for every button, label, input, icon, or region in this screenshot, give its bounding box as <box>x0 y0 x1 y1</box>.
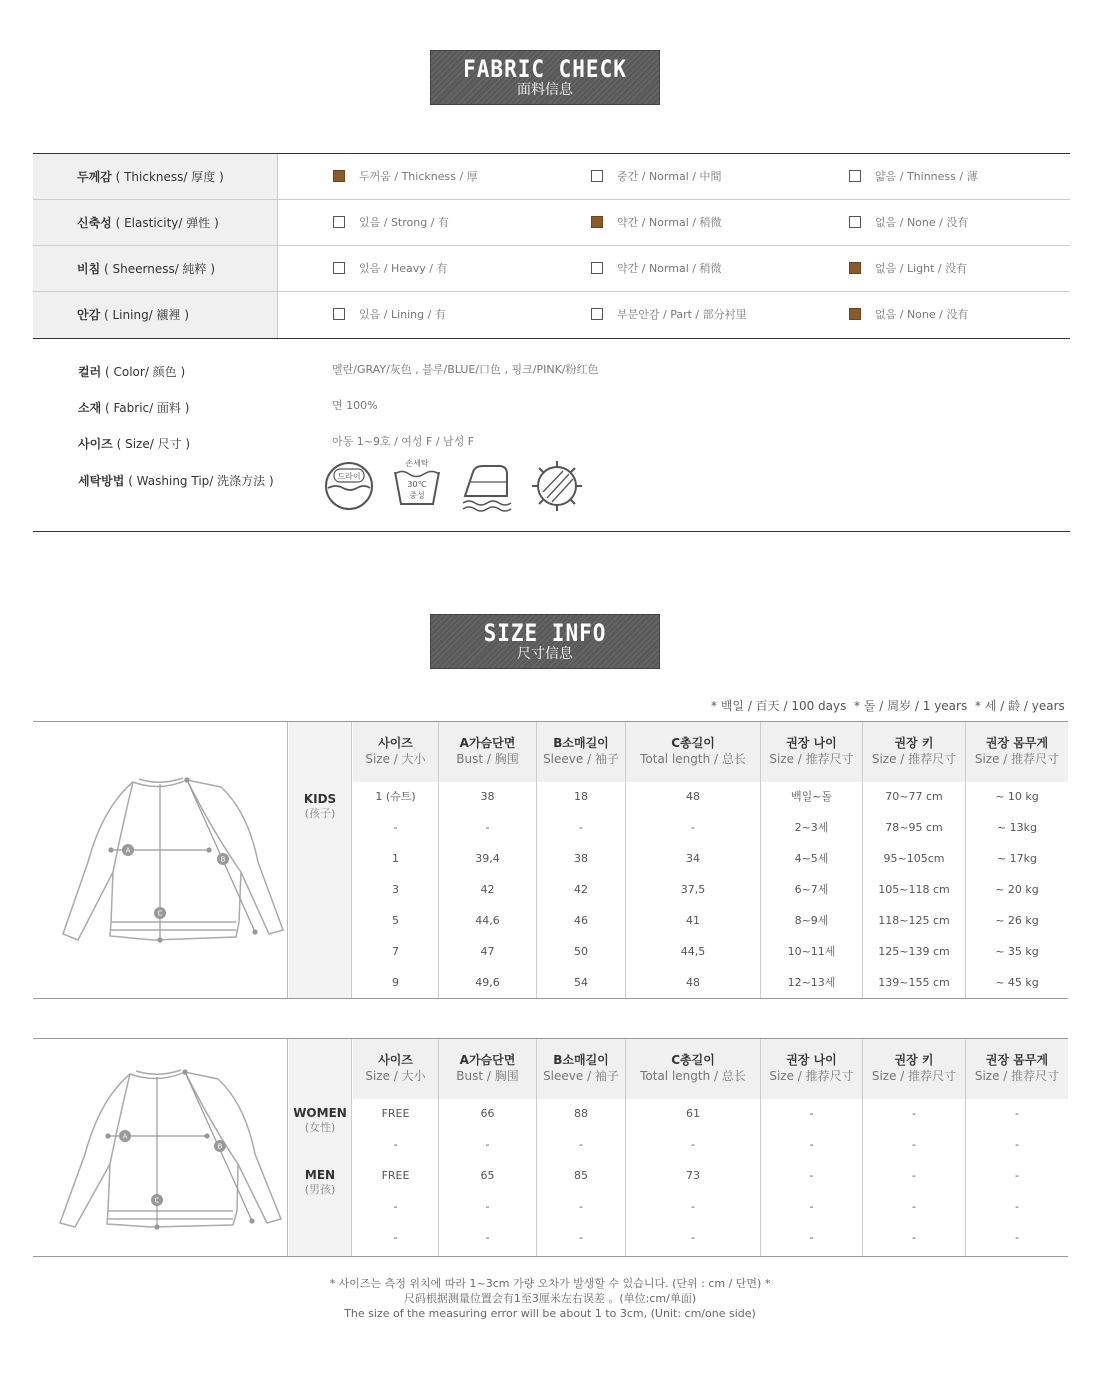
fabric-option <box>591 216 721 230</box>
svg-text:B: B <box>217 1142 223 1151</box>
column-header: 권장 나이 Size / 推荐尺寸 <box>769 1053 854 1083</box>
table-cell: - <box>1015 1138 1019 1151</box>
svg-text:C: C <box>157 909 163 918</box>
fabric-option <box>333 308 446 322</box>
table-cell: - <box>912 1231 916 1244</box>
table-cell: ~ 17kg <box>996 852 1038 865</box>
fabric-option-label: 있음 / Lining / 有 <box>359 308 446 321</box>
table-cell: - <box>691 821 695 834</box>
checkbox-empty-icon <box>333 216 345 228</box>
table-cell: - <box>691 1200 695 1213</box>
table-cell: - <box>809 1231 814 1244</box>
fabric-option-label: 있음 / Strong / 有 <box>359 216 449 229</box>
table-cell: - <box>485 821 490 834</box>
dry-clean-icon <box>323 460 375 512</box>
table-column <box>536 722 625 998</box>
footnote-english: The size of the measuring error will be about 1 to 3cm, (Unit: cm/one side) <box>344 1307 756 1320</box>
table-cell: FREE <box>381 1107 410 1120</box>
table-cell: 46 <box>574 914 588 927</box>
table-cell: 37,5 <box>680 883 706 896</box>
legend-1year: * 돌 / 周岁 / 1 years <box>854 699 968 713</box>
fabric-option <box>591 170 721 184</box>
column-header: A가슴단면 Bust / 胸围 <box>456 1053 519 1083</box>
table-cell: 48 <box>686 976 700 989</box>
checkbox-checked-icon <box>591 216 603 228</box>
table-cell: 139~155 cm <box>878 976 950 989</box>
category-women: WOMEN (女性) <box>293 1106 347 1134</box>
table-cell: 66 <box>480 1107 495 1120</box>
svg-text:30℃: 30℃ <box>407 480 427 489</box>
fabric-option-label: 얇음 / Thinness / 薄 <box>875 170 978 183</box>
category-kids: KIDS (孩子) <box>303 792 337 820</box>
kids-grid <box>353 722 1068 998</box>
table-cell: - <box>912 1107 916 1120</box>
table-cell: ~ 10 kg <box>995 790 1039 803</box>
garment-sketch <box>33 722 288 998</box>
table-cell: 3 <box>392 883 399 896</box>
table-column <box>965 1039 1068 1256</box>
legend-100days: * 백일 / 百天 / 100 days <box>711 699 847 713</box>
svg-text:A: A <box>122 1132 128 1141</box>
fabric-row <box>33 246 1070 292</box>
fabric-option-label: 없음 / None / 没有 <box>875 308 969 321</box>
table-cell: 48 <box>686 790 700 803</box>
checkbox-empty-icon <box>849 216 861 228</box>
table-cell: 5 <box>392 914 399 927</box>
checkbox-empty-icon <box>591 262 603 274</box>
table-cell: - <box>1015 1107 1019 1120</box>
column-header: 권장 나이 Size / 推荐尺寸 <box>769 736 854 766</box>
fabric-option-label: 중간 / Normal / 中間 <box>617 170 722 183</box>
table-cell: ~ 35 kg <box>995 945 1039 958</box>
table-cell: ~ 20 kg <box>995 883 1039 896</box>
fabric-row <box>33 292 1070 338</box>
table-cell: 50 <box>574 945 588 958</box>
table-cell: 34 <box>686 852 700 865</box>
fabric-label: 소재 ( Fabric/ 面料 ) <box>78 401 190 415</box>
table-column <box>760 722 862 998</box>
category-column <box>289 722 352 998</box>
table-cell: 38 <box>480 790 495 803</box>
fabric-option-label: 두꺼움 / Thickness / 厚 <box>359 170 478 183</box>
svg-text:A: A <box>125 846 131 855</box>
fabric-row <box>33 200 1070 246</box>
table-cell: 118~125 cm <box>878 914 950 927</box>
kids-size-table <box>33 721 1068 999</box>
table-cell: 78~95 cm <box>885 821 943 834</box>
washing-label: 세탁방법 ( Washing Tip/ 洗涤方法 ) <box>78 474 274 488</box>
table-cell: 73 <box>686 1169 700 1182</box>
column-header: C총길이 Total length / 总长 <box>640 1053 746 1083</box>
legend-years: * 세 / 龄 / years <box>975 699 1065 713</box>
table-column <box>438 722 536 998</box>
table-cell: 18 <box>574 790 588 803</box>
adult-grid <box>353 1039 1068 1256</box>
column-header: B소매길이 Sleeve / 袖子 <box>543 1053 619 1083</box>
fabric-row-label: 안감 ( Lining/ 襯裡 ) <box>33 292 278 338</box>
banner-title: SIZE INFO <box>483 619 607 647</box>
table-cell: 41 <box>686 914 700 927</box>
size-label: 사이즈 ( Size/ 尺寸 ) <box>78 437 191 451</box>
footnote-chinese: 尺码根据测量位置会有1至3厘米左右误差 。(单位:cm/单面) <box>403 1292 697 1305</box>
size-info-banner <box>430 614 660 669</box>
banner-title: FABRIC CHECK <box>463 55 627 83</box>
table-column <box>536 1039 625 1256</box>
fabric-row-label: 신축성 ( Elasticity/ 弹性 ) <box>33 200 278 245</box>
table-cell: 10~11세 <box>787 945 836 958</box>
fabric-option-label: 약간 / Normal / 稍微 <box>617 216 722 229</box>
column-header: 사이즈 Size / 大小 <box>365 1053 426 1083</box>
table-cell: - <box>393 1231 398 1244</box>
table-cell: - <box>809 1107 814 1120</box>
table-cell: 9 <box>392 976 399 989</box>
table-column <box>353 722 438 998</box>
table-cell: 70~77 cm <box>885 790 943 803</box>
fabric-option <box>591 308 747 322</box>
table-cell: 65 <box>480 1169 495 1182</box>
fabric-option <box>591 262 721 276</box>
table-column <box>862 1039 965 1256</box>
table-column <box>625 722 760 998</box>
fabric-option-label: 없음 / Light / 没有 <box>875 262 968 275</box>
table-cell: - <box>485 1231 490 1244</box>
column-header: 권장 몸무게 Size / 推荐尺寸 <box>974 736 1060 766</box>
svg-text:드라이: 드라이 <box>337 472 361 481</box>
fabric-option <box>333 216 449 230</box>
fabric-check-banner <box>430 50 660 105</box>
checkbox-checked-icon <box>333 170 345 182</box>
fabric-info-section <box>33 338 1070 532</box>
adult-size-table <box>33 1038 1068 1257</box>
table-column <box>965 722 1068 998</box>
table-cell: 95~105cm <box>883 852 945 865</box>
banner-subtitle: 尺寸信息 <box>517 646 573 662</box>
table-column <box>862 722 965 998</box>
fabric-option <box>849 216 968 230</box>
fabric-option-label: 있음 / Heavy / 有 <box>359 262 448 275</box>
fabric-check-table <box>33 153 1070 339</box>
table-cell: 12~13세 <box>787 976 836 989</box>
sweatshirt-diagram-icon <box>33 722 288 999</box>
table-cell: - <box>579 1231 583 1244</box>
table-cell: - <box>393 1200 398 1213</box>
svg-text:C: C <box>154 1196 160 1205</box>
table-cell: 42 <box>574 883 588 896</box>
table-cell: 61 <box>686 1107 700 1120</box>
table-cell: 1 <box>392 852 399 865</box>
table-column <box>353 1039 438 1256</box>
table-cell: - <box>912 1200 916 1213</box>
table-cell: - <box>579 1200 583 1213</box>
color-label: 컬러 ( Color/ 颜色 ) <box>78 365 186 379</box>
table-cell: - <box>912 1138 916 1151</box>
checkbox-empty-icon <box>333 308 345 320</box>
table-cell: 1 (슈트) <box>375 790 416 803</box>
fabric-value: 면 100% <box>332 399 378 412</box>
table-cell: - <box>1015 1169 1019 1182</box>
table-cell: 44,6 <box>475 914 500 927</box>
fabric-option <box>849 262 967 276</box>
checkbox-empty-icon <box>333 262 345 274</box>
table-cell: 105~118 cm <box>878 883 950 896</box>
column-header: 권장 키 Size / 推荐尺寸 <box>871 736 957 766</box>
table-cell: 85 <box>574 1169 588 1182</box>
iron-icon <box>459 458 515 514</box>
table-cell: 42 <box>480 883 495 896</box>
fabric-option <box>849 170 978 184</box>
column-header: 권장 키 Size / 推荐尺寸 <box>871 1053 957 1083</box>
fabric-option-label: 부분안감 / Part / 部分衬里 <box>617 308 747 321</box>
fabric-option <box>849 308 968 322</box>
size-value: 아동 1~9호 / 여성 F / 남성 F <box>332 435 475 448</box>
fabric-option <box>333 262 447 276</box>
fabric-option-label: 없음 / None / 没有 <box>875 216 969 229</box>
table-cell: - <box>485 1200 490 1213</box>
size-footnote <box>0 1276 1100 1321</box>
table-cell: 39,4 <box>475 852 500 865</box>
checkbox-empty-icon <box>849 170 861 182</box>
table-cell: 38 <box>574 852 588 865</box>
svg-text:B: B <box>220 855 226 864</box>
no-tumble-dry-icon <box>529 458 585 514</box>
sweatshirt-diagram-icon <box>33 1039 288 1257</box>
color-value: 멜란/GRAY/灰色 , 블루/BLUE/口色 , 핑크/PINK/粉红色 <box>332 363 599 376</box>
table-cell: - <box>809 1200 814 1213</box>
fabric-option <box>333 170 478 184</box>
category-men: MEN (男孩) <box>304 1168 336 1196</box>
svg-text:중성: 중성 <box>409 491 425 500</box>
table-cell: - <box>691 1231 695 1244</box>
table-cell: - <box>579 1138 583 1151</box>
table-cell: 44,5 <box>680 945 706 958</box>
garment-sketch <box>33 1039 288 1256</box>
column-header: C총길이 Total length / 总长 <box>640 736 746 766</box>
table-cell: 54 <box>574 976 588 989</box>
column-header: A가슴단면 Bust / 胸围 <box>456 736 519 766</box>
table-cell: FREE <box>381 1169 410 1182</box>
table-cell: 8~9세 <box>794 914 829 927</box>
table-cell: ~ 13kg <box>996 821 1038 834</box>
column-header: B소매길이 Sleeve / 袖子 <box>543 736 619 766</box>
table-cell: - <box>912 1169 916 1182</box>
table-column <box>438 1039 536 1256</box>
svg-text:손세탁: 손세탁 <box>405 459 429 468</box>
checkbox-checked-icon <box>849 308 861 320</box>
table-cell: 7 <box>392 945 399 958</box>
checkbox-empty-icon <box>591 308 603 320</box>
table-cell: - <box>809 1169 814 1182</box>
table-cell: - <box>579 821 583 834</box>
table-cell: - <box>393 821 398 834</box>
column-header: 권장 몸무게 Size / 推荐尺寸 <box>974 1053 1060 1083</box>
table-cell: 125~139 cm <box>878 945 950 958</box>
table-cell: - <box>1015 1231 1019 1244</box>
table-cell: ~ 45 kg <box>995 976 1039 989</box>
fabric-row-label: 비침 ( Sheerness/ 純粹 ) <box>33 246 278 291</box>
table-cell: 2~3세 <box>794 821 829 834</box>
table-cell: 49,6 <box>475 976 500 989</box>
checkbox-empty-icon <box>591 170 603 182</box>
fabric-option-label: 약간 / Normal / 稍微 <box>617 262 722 275</box>
table-cell: - <box>691 1138 695 1151</box>
column-header: 사이즈 Size / 大小 <box>365 736 426 766</box>
table-cell: 47 <box>480 945 495 958</box>
fabric-row <box>33 154 1070 200</box>
table-column <box>760 1039 862 1256</box>
table-cell: - <box>485 1138 490 1151</box>
table-cell: - <box>809 1138 814 1151</box>
table-cell: 6~7세 <box>794 883 829 896</box>
table-cell: 88 <box>574 1107 588 1120</box>
table-cell: 백일~돌 <box>790 790 833 803</box>
footnote-korean: * 사이즈는 측정 위치에 따라 1~3cm 가량 오차가 발생할 수 있습니다. (단위 : cm / 단면) * <box>329 1277 771 1290</box>
table-column <box>625 1039 760 1256</box>
banner-subtitle: 面料信息 <box>517 82 573 98</box>
checkbox-checked-icon <box>849 262 861 274</box>
table-cell: 4~5세 <box>794 852 829 865</box>
hand-wash-icon <box>391 458 443 510</box>
table-cell: - <box>393 1138 398 1151</box>
table-cell: ~ 26 kg <box>995 914 1039 927</box>
table-cell: - <box>1015 1200 1019 1213</box>
fabric-row-label: 두께감 ( Thickness/ 厚度 ) <box>33 154 278 199</box>
category-column <box>289 1039 352 1256</box>
